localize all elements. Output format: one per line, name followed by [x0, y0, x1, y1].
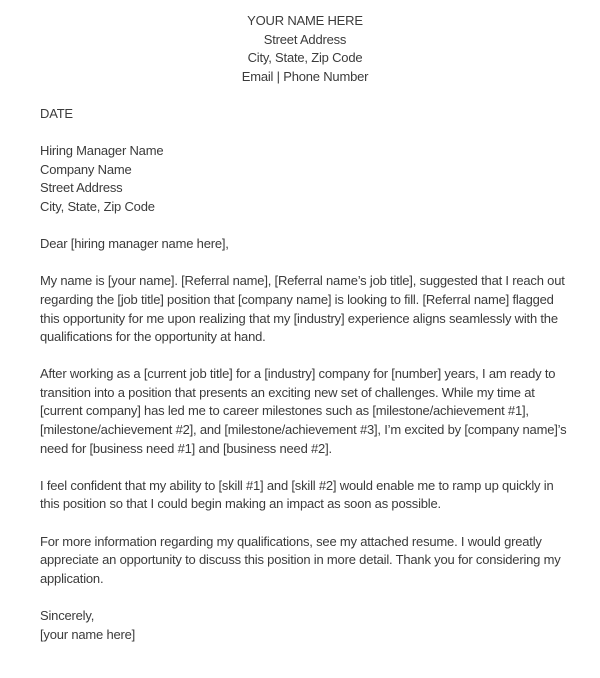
body-paragraph-3: I feel confident that my ability to [skill #1] and [skill #2] would enable me to ramp up quickly in this position so that I could begin making an impact as soon as possible. [40, 477, 554, 512]
body-paragraph-1: My name is [your name]. [Referral name], [Referral name’s job title], suggested that I reach out regarding the [job title] position that [company name] is looking to fill. [Referral name] flagged this opportunity for me upon realizing that my [industry] experience aligns seamlessly with the qualifications for the opportunity at hand. [40, 273, 565, 345]
recipient-block [40, 142, 570, 216]
salutation: Dear [hiring manager name here], [40, 236, 229, 252]
closing-signoff: Sincerely, [40, 608, 95, 623]
closing-signature: [your name here] [40, 626, 136, 642]
recipient-street-address: Street Address [40, 180, 123, 196]
recipient-city-state-zip: City, State, Zip Code [40, 198, 155, 214]
sender-city-state-zip: City, State, Zip Code [247, 50, 363, 66]
sender-header [40, 12, 570, 86]
date-line: DATE [40, 105, 73, 121]
sender-name: YOUR NAME HERE [247, 13, 363, 28]
recipient-company: Company Name [40, 161, 132, 177]
sender-street-address: Street Address [263, 31, 347, 47]
body-paragraph-2: After working as a [current job title] for a [industry] company for [number] years, I am ready to transition into a position that presents an exciting new set of challenges. While my time at [current company] has led me to career milestones such as [milestone/achievement #1], [milestone/achievement #2], and [milestone/achievement #3], I’m excited by [company name]’s need for [business need #1] and [business need #2]. [40, 366, 567, 456]
closing-block [40, 607, 570, 644]
sender-contact: Email | Phone Number [241, 68, 369, 84]
recipient-name: Hiring Manager Name [40, 143, 164, 159]
body-paragraph-4: For more information regarding my qualifications, see my attached resume. I would greatly appreciate an opportunity to discuss this position in more detail. Thank you for considering my application. [40, 533, 561, 586]
